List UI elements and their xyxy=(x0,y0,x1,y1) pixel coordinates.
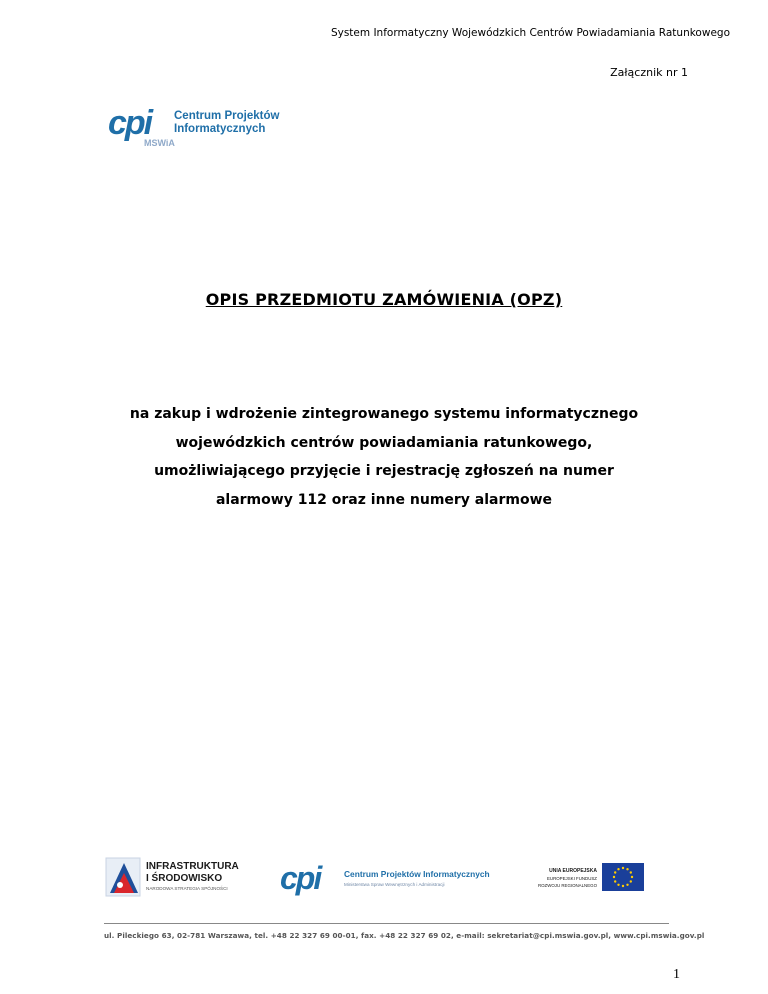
footer-logos xyxy=(104,855,674,905)
footer-address: ul. Pileckiego 63, 02-781 Warszawa, tel. +48 22 327 69 00-01, fax. +48 22 327 69 02, e-mail: sekretariat@cpi.mswia.gov.pl, www.cpi.mswia.gov.pl xyxy=(104,931,705,940)
cpi-footer-line1: Centrum Projektów Informatycznych xyxy=(344,869,490,879)
infrastruktura-line2: I ŚRODOWISKO xyxy=(146,873,223,884)
cpi-logo-letters: cpi xyxy=(108,104,152,142)
subtitle-line: na zakup i wdrożenie zintegrowanego systemu informatycznego xyxy=(129,406,639,422)
eu-logo-line2: EUROPEJSKI FUNDUSZ xyxy=(546,876,597,881)
footer-logos-graphic xyxy=(104,855,674,905)
subtitle-line: wojewódzkich centrów powiadamiania ratunkowego, xyxy=(175,434,593,451)
eu-logo xyxy=(538,863,644,891)
cpi-logo-sub: MSWiA xyxy=(144,138,175,148)
infrastruktura-line1: INFRASTRUKTURA xyxy=(146,861,239,872)
subtitle-line: alarmowy 112 oraz inne numery alarmowe xyxy=(215,491,553,508)
cpi-logo-line1: Centrum Projektów xyxy=(174,110,280,122)
cpi-logo-line2: Informatycznych xyxy=(174,123,266,135)
infrastruktura-line3: NARODOWA STRATEGIA SPÓJNOŚCI xyxy=(146,886,228,891)
page-number: 1 xyxy=(673,967,680,982)
cpi-logo xyxy=(108,104,283,150)
document-subtitle xyxy=(70,400,698,514)
eu-logo-line1: UNIA EUROPEJSKA xyxy=(549,868,597,874)
running-header: System Informatyczny Wojewódzkich Centrów Powiadamiania Ratunkowego xyxy=(330,27,730,39)
cpi-footer-letters: cpi xyxy=(280,860,321,896)
subtitle-line: umożliwiającego przyjęcie i rejestrację zgłoszeń na numer xyxy=(154,463,614,479)
footer-divider xyxy=(104,923,669,924)
cpi-logo-graphic xyxy=(108,104,283,150)
infrastruktura-logo xyxy=(106,858,239,896)
cpi-footer-logo xyxy=(280,860,490,896)
attachment-label: Załącznik nr 1 xyxy=(610,66,688,79)
eu-logo-line3: ROZWOJU REGIONALNEGO xyxy=(537,883,597,888)
document-title: OPIS PRZEDMIOTU ZAMÓWIENIA (OPZ) xyxy=(205,290,563,309)
infrastruktura-star-icon xyxy=(117,882,123,888)
cpi-footer-line2: Ministerstwa Spraw Wewnętrznych i Administracji xyxy=(344,882,445,887)
